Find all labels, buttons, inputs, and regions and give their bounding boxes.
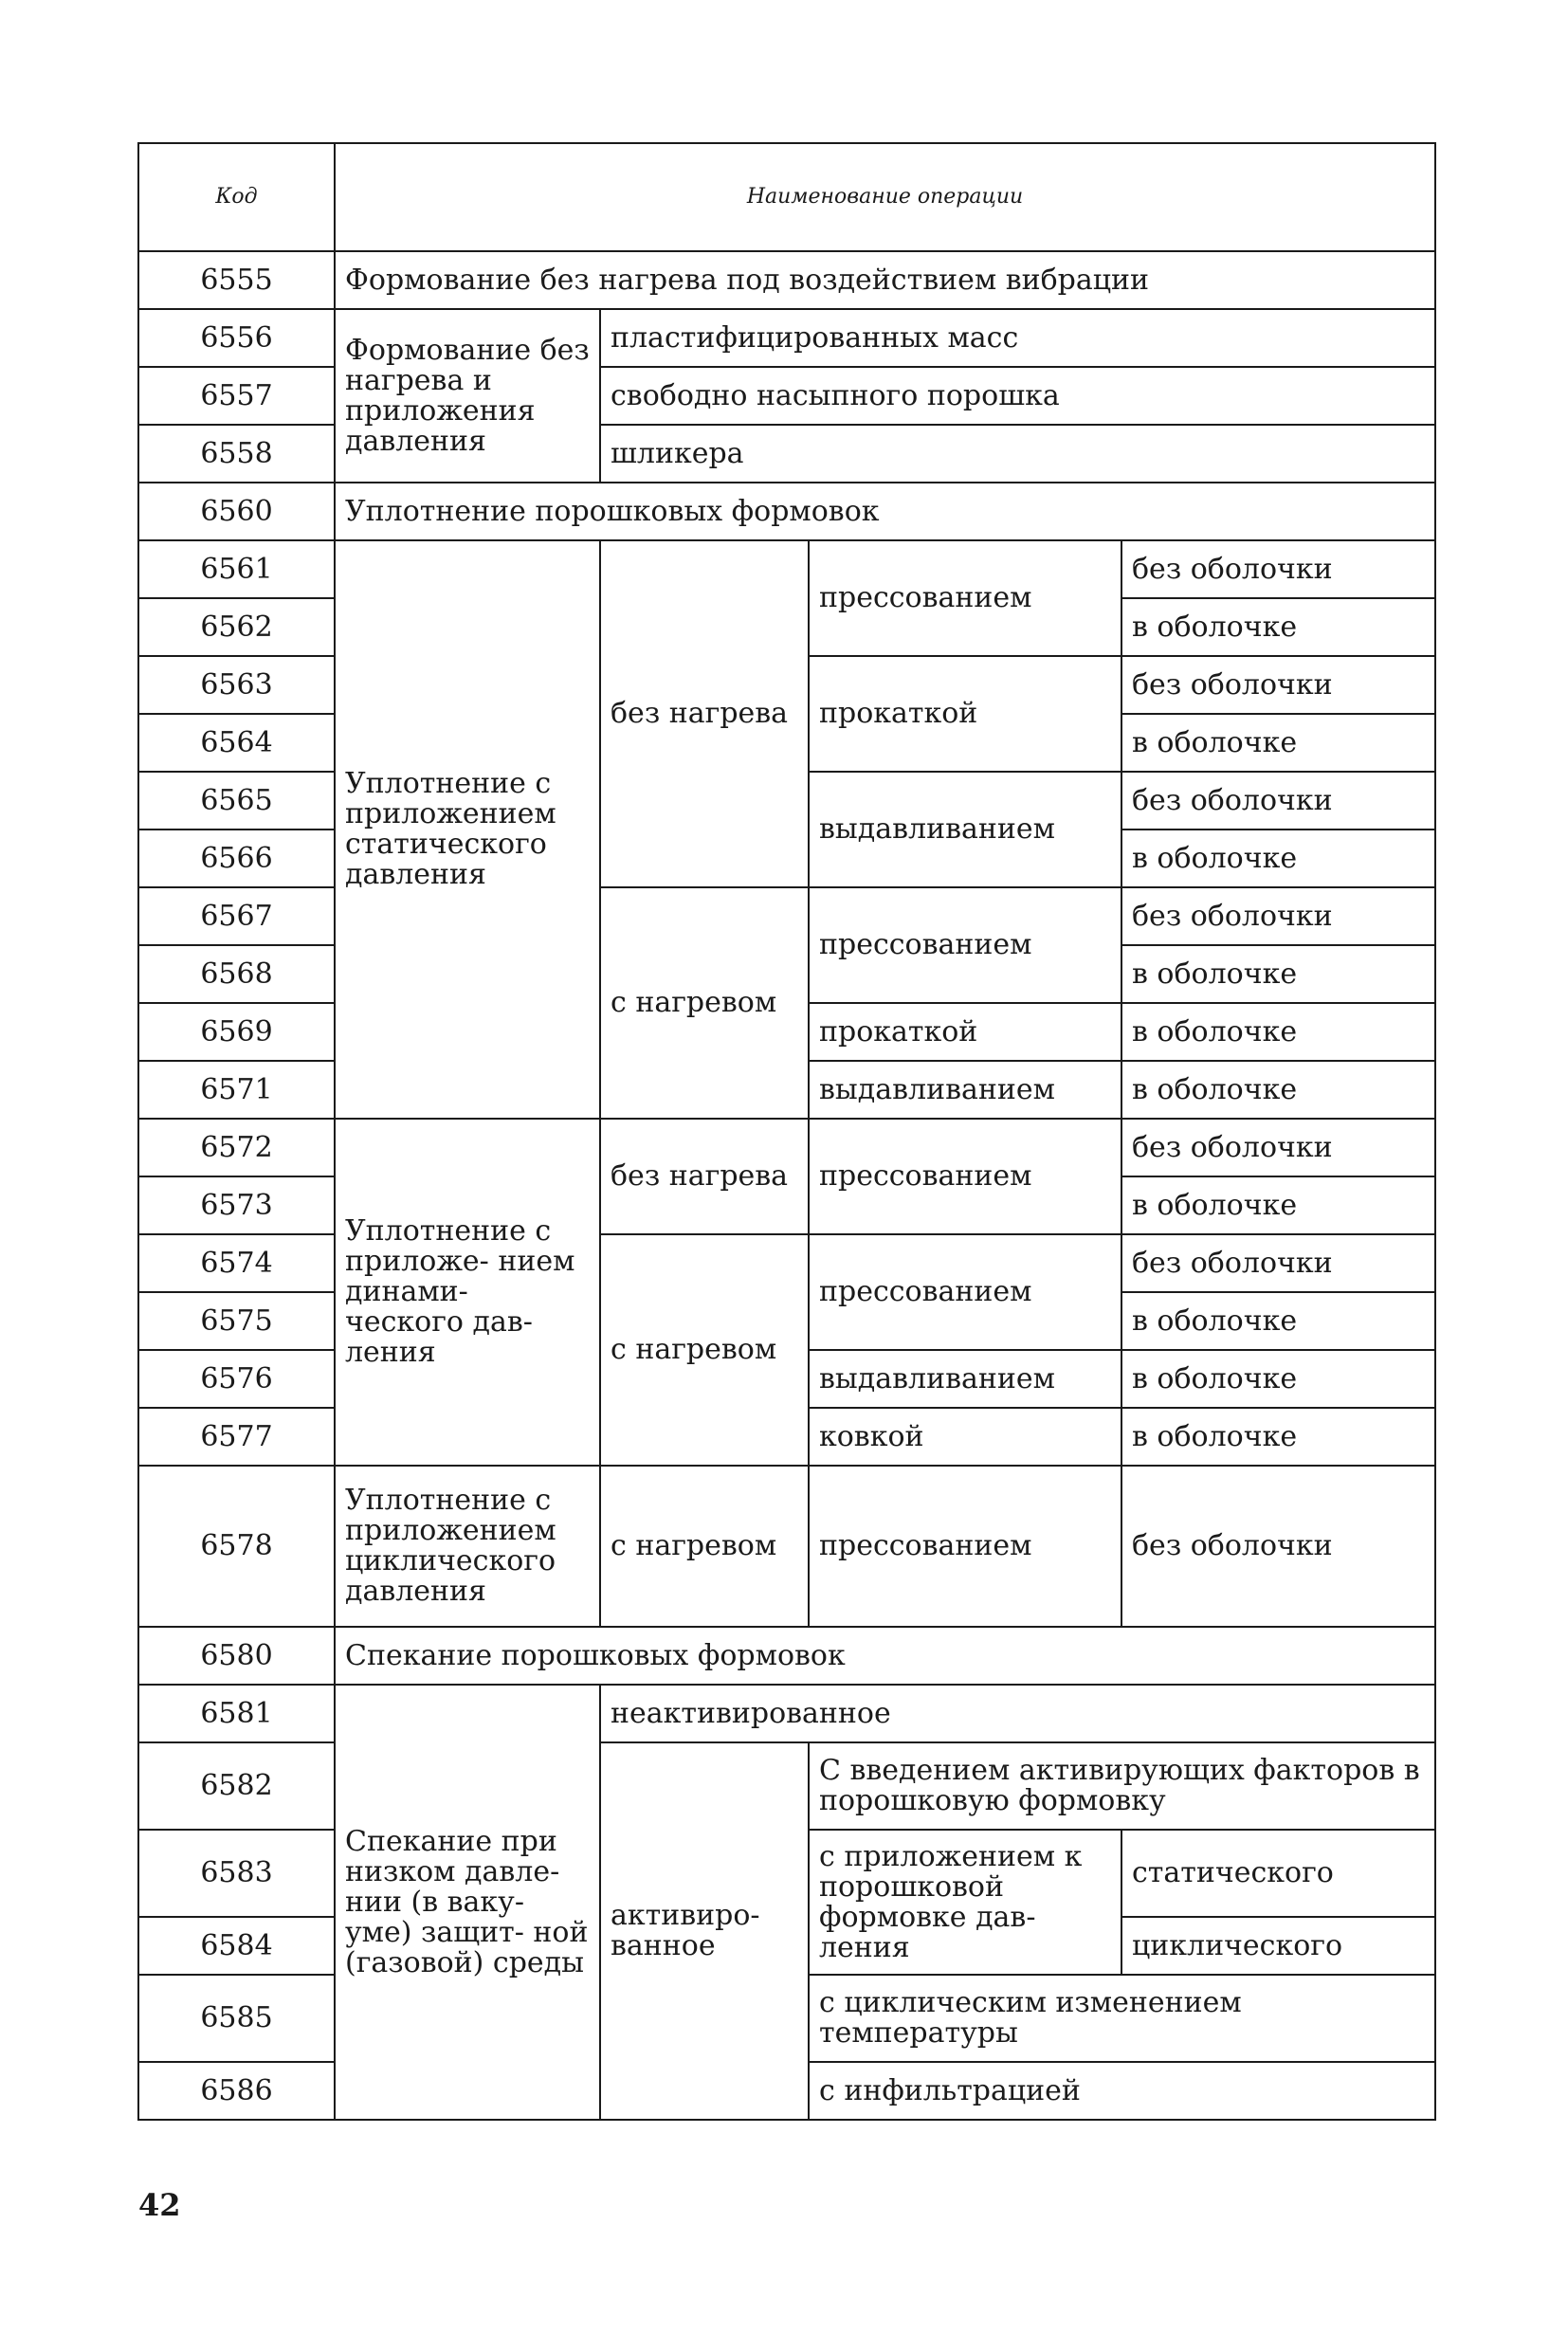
method-cell: прокаткой (809, 1003, 1121, 1061)
method-cell: выдавливанием (809, 772, 1121, 887)
table-row (138, 1742, 1435, 1830)
table-header-row (138, 143, 1435, 251)
pressure-type: циклического (1121, 1917, 1435, 1975)
row-code: 6561 (138, 540, 335, 598)
method-cell: выдавливанием (809, 1061, 1121, 1119)
header-operation-name: Наименование операции (335, 143, 1435, 251)
method-cell: прессованием (809, 1466, 1121, 1627)
table-row (138, 425, 1435, 483)
group-label: Уплотнение с приложением статического давления (335, 540, 600, 1119)
pressure-type: статического (1121, 1830, 1435, 1917)
shell-cell: в оболочке (1121, 1408, 1435, 1466)
row-code: 6560 (138, 483, 335, 540)
shell-cell: в оболочке (1121, 1350, 1435, 1408)
row-code: 6569 (138, 1003, 335, 1061)
method-cell: прокаткой (809, 656, 1121, 772)
row-code: 6567 (138, 887, 335, 945)
operation-name: Спекание порошковых формовок (335, 1627, 1435, 1685)
row-code: 6565 (138, 772, 335, 830)
row-code: 6586 (138, 2062, 335, 2120)
table-row (138, 887, 1435, 945)
row-code: 6574 (138, 1234, 335, 1292)
operation-name: с инфильтрацией (809, 2062, 1435, 2120)
row-code: 6558 (138, 425, 335, 483)
group-label: Уплотнение с приложе- нием динами- ческого дав- ления (335, 1119, 600, 1466)
shell-cell: без оболочки (1121, 656, 1435, 714)
row-code: 6584 (138, 1917, 335, 1975)
shell-cell: без оболочки (1121, 1119, 1435, 1176)
method-cell: выдавливанием (809, 1350, 1121, 1408)
table-row (138, 1234, 1435, 1292)
operation-name: пластифицированных масс (600, 309, 1435, 367)
row-code: 6577 (138, 1408, 335, 1466)
row-code: 6582 (138, 1742, 335, 1830)
group-label: Формование без нагрева и приложения давления (335, 309, 600, 483)
row-code: 6573 (138, 1176, 335, 1234)
row-code: 6572 (138, 1119, 335, 1176)
shell-cell: в оболочке (1121, 1003, 1435, 1061)
heating-condition: без нагрева (600, 540, 809, 887)
table-row (138, 540, 1435, 598)
heating-condition: без нагрева (600, 1119, 809, 1234)
table-row (138, 483, 1435, 540)
method-cell: прессованием (809, 887, 1121, 1003)
shell-cell: без оболочки (1121, 540, 1435, 598)
table-row (138, 1119, 1435, 1176)
shell-cell: в оболочке (1121, 1061, 1435, 1119)
operations-table (137, 142, 1436, 2121)
operation-name: шликера (600, 425, 1435, 483)
operation-name: Уплотнение порошковых формовок (335, 483, 1435, 540)
shell-cell: в оболочке (1121, 1292, 1435, 1350)
row-code: 6583 (138, 1830, 335, 1917)
method-cell: прессованием (809, 1234, 1121, 1350)
heating-condition: с нагревом (600, 1234, 809, 1466)
operation-name: Формование без нагрева под воздействием вибрации (335, 251, 1435, 309)
table-row (138, 1466, 1435, 1627)
shell-cell: в оболочке (1121, 714, 1435, 772)
row-code: 6566 (138, 830, 335, 887)
operation-name: с циклическим изменением температуры (809, 1975, 1435, 2062)
row-code: 6571 (138, 1061, 335, 1119)
row-code: 6576 (138, 1350, 335, 1408)
activation-label: активиро- ванное (600, 1742, 809, 2120)
row-code: 6556 (138, 309, 335, 367)
row-code: 6581 (138, 1685, 335, 1742)
method-cell: прессованием (809, 1119, 1121, 1234)
row-code: 6578 (138, 1466, 335, 1627)
header-code: Код (138, 143, 335, 251)
heating-condition: с нагревом (600, 887, 809, 1119)
group-label: Уплотнение с приложением циклического давления (335, 1466, 600, 1627)
shell-cell: в оболочке (1121, 1176, 1435, 1234)
row-code: 6564 (138, 714, 335, 772)
shell-cell: без оболочки (1121, 1466, 1435, 1627)
method-cell: ковкой (809, 1408, 1121, 1466)
row-code: 6562 (138, 598, 335, 656)
heating-condition: с нагревом (600, 1466, 809, 1627)
shell-cell: без оболочки (1121, 772, 1435, 830)
pressure-label: с приложением к порошковой формовке дав- ления (809, 1830, 1121, 1975)
table-row (138, 251, 1435, 309)
method-cell: прессованием (809, 540, 1121, 656)
table-row (138, 1627, 1435, 1685)
operation-name: неактивированное (600, 1685, 1435, 1742)
operation-name: свободно насыпного порошка (600, 367, 1435, 425)
row-code: 6580 (138, 1627, 335, 1685)
row-code: 6555 (138, 251, 335, 309)
table-row (138, 367, 1435, 425)
page-number: 42 (138, 2187, 181, 2223)
shell-cell: без оболочки (1121, 1234, 1435, 1292)
table-row (138, 1685, 1435, 1742)
table-row (138, 309, 1435, 367)
row-code: 6568 (138, 945, 335, 1003)
row-code: 6557 (138, 367, 335, 425)
row-code: 6563 (138, 656, 335, 714)
shell-cell: без оболочки (1121, 887, 1435, 945)
row-code: 6585 (138, 1975, 335, 2062)
shell-cell: в оболочке (1121, 598, 1435, 656)
row-code: 6575 (138, 1292, 335, 1350)
group-label: Спекание при низком давле- нии (в ваку- уме) защит- ной (газовой) среды (335, 1685, 600, 2120)
shell-cell: в оболочке (1121, 830, 1435, 887)
shell-cell: в оболочке (1121, 945, 1435, 1003)
operation-name: С введением активирующих факторов в порошковую формовку (809, 1742, 1435, 1830)
